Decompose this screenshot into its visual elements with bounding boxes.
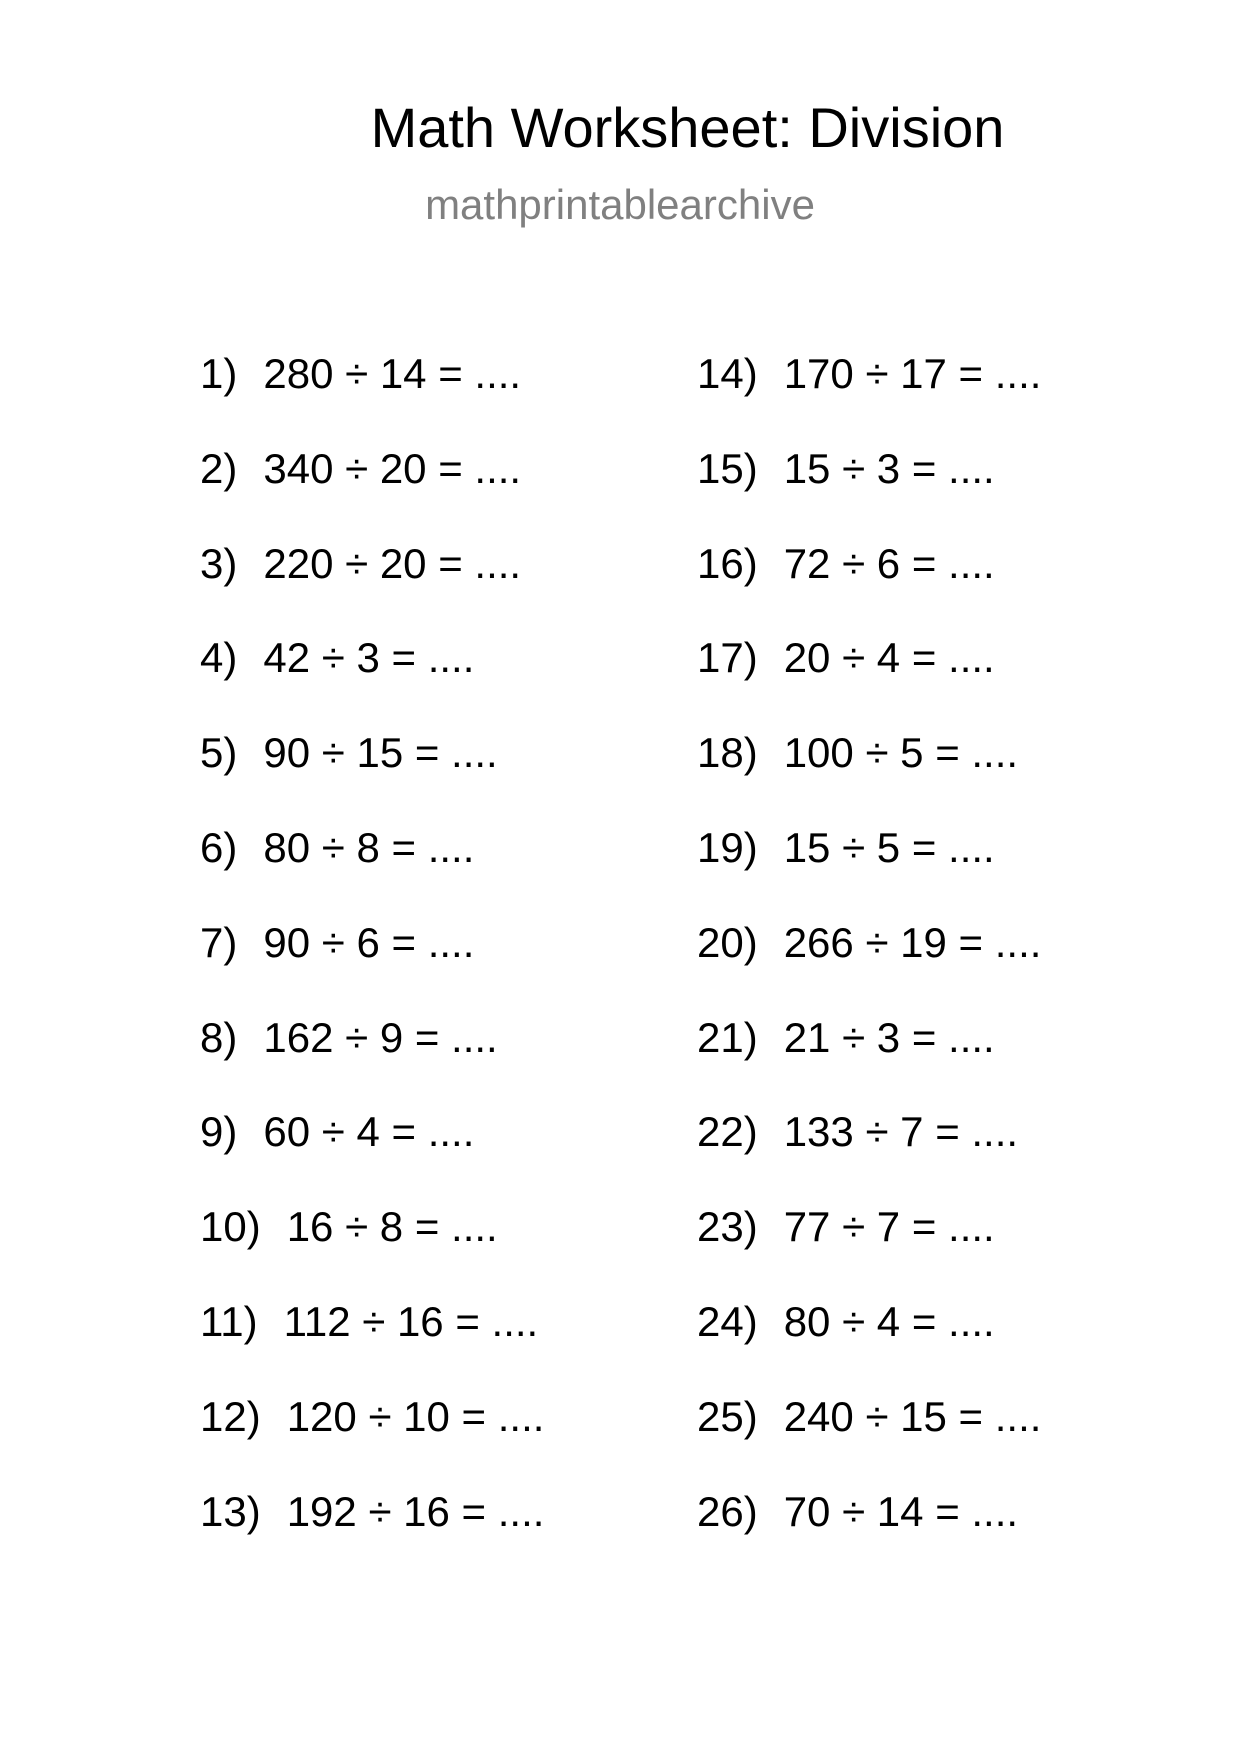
problem-6 [200,824,544,919]
problem-number: 24) [697,1297,758,1345]
problem-21 [697,1014,1041,1109]
problem-number: 14) [697,350,758,397]
problem-expression: 20 ÷ 4 = .... [783,634,995,682]
problem-number: 2) [200,444,238,492]
problem-23 [697,1203,1041,1298]
problem-22 [697,1108,1041,1203]
problem-number: 18) [697,729,758,777]
problem-number: 11) [200,1297,258,1345]
problem-expression: 220 ÷ 20 = .... [263,539,522,587]
problem-expression: 16 ÷ 8 = .... [286,1203,498,1251]
problem-expression: 70 ÷ 14 = .... [783,1487,1019,1535]
problem-2 [200,445,544,540]
problem-number: 13) [200,1487,261,1535]
problem-26 [697,1488,1041,1583]
problem-expression: 80 ÷ 8 = .... [263,823,475,871]
problem-expression: 21 ÷ 3 = .... [783,1013,995,1061]
problem-expression: 90 ÷ 6 = .... [263,918,475,966]
problem-number: 1) [200,350,238,397]
problem-24 [697,1298,1041,1393]
problem-number: 4) [200,634,238,682]
problem-expression: 60 ÷ 4 = .... [263,1108,475,1156]
problem-expression: 133 ÷ 7 = .... [783,1108,1019,1156]
problem-expression: 170 ÷ 17 = .... [783,350,1042,397]
problem-expression: 162 ÷ 9 = .... [263,1013,498,1061]
problem-expression: 266 ÷ 19 = .... [783,918,1042,966]
problem-9 [200,1108,544,1203]
problem-14 [697,350,1041,445]
problem-number: 22) [697,1108,758,1156]
problem-8 [200,1014,544,1109]
problem-number: 15) [697,444,758,492]
problem-11 [200,1298,544,1393]
problem-17 [697,634,1041,729]
problem-number: 25) [697,1392,758,1440]
problem-number: 7) [200,918,238,966]
problem-number: 12) [200,1392,261,1440]
problem-expression: 240 ÷ 15 = .... [783,1392,1042,1440]
problem-expression: 112 ÷ 16 = .... [283,1297,539,1345]
problem-20 [697,919,1041,1014]
problem-number: 21) [697,1013,758,1061]
problem-expression: 120 ÷ 10 = .... [286,1392,545,1440]
problem-10 [200,1203,544,1298]
problem-number: 3) [200,539,238,587]
problem-number: 16) [697,539,758,587]
problem-expression: 72 ÷ 6 = .... [783,539,995,587]
problem-1 [200,350,544,445]
problem-expression: 42 ÷ 3 = .... [263,634,475,682]
problem-expression: 340 ÷ 20 = .... [263,444,522,492]
problem-number: 6) [200,823,238,871]
problem-number: 19) [697,823,758,871]
problem-expression: 77 ÷ 7 = .... [783,1203,995,1251]
problem-number: 8) [200,1013,238,1061]
problem-expression: 15 ÷ 5 = .... [783,823,995,871]
problem-5 [200,729,544,824]
problem-expression: 80 ÷ 4 = .... [783,1297,995,1345]
problem-25 [697,1393,1041,1488]
problem-7 [200,919,544,1014]
problem-18 [697,729,1041,824]
problem-number: 26) [697,1487,758,1535]
problem-column-right [697,350,1041,1582]
problem-expression: 15 ÷ 3 = .... [783,444,995,492]
problem-number: 20) [697,918,758,966]
problem-16 [697,540,1041,635]
problem-column-left [200,350,544,1582]
worksheet-subtitle: mathprintablearchive [425,181,815,228]
problem-expression: 192 ÷ 16 = .... [286,1487,545,1535]
problem-15 [697,445,1041,540]
problem-number: 5) [200,729,238,777]
problem-expression: 90 ÷ 15 = .... [263,729,498,777]
worksheet-title: Math Worksheet: Division [370,96,1005,159]
problem-3 [200,540,544,635]
problem-12 [200,1393,544,1488]
problem-expression: 100 ÷ 5 = .... [783,729,1019,777]
problem-13 [200,1488,544,1583]
problem-expression: 280 ÷ 14 = .... [263,350,522,397]
problem-number: 10) [200,1203,261,1251]
problem-19 [697,824,1041,919]
problem-4 [200,634,544,729]
problem-number: 9) [200,1108,238,1156]
problem-number: 17) [697,634,758,682]
problem-number: 23) [697,1203,758,1251]
